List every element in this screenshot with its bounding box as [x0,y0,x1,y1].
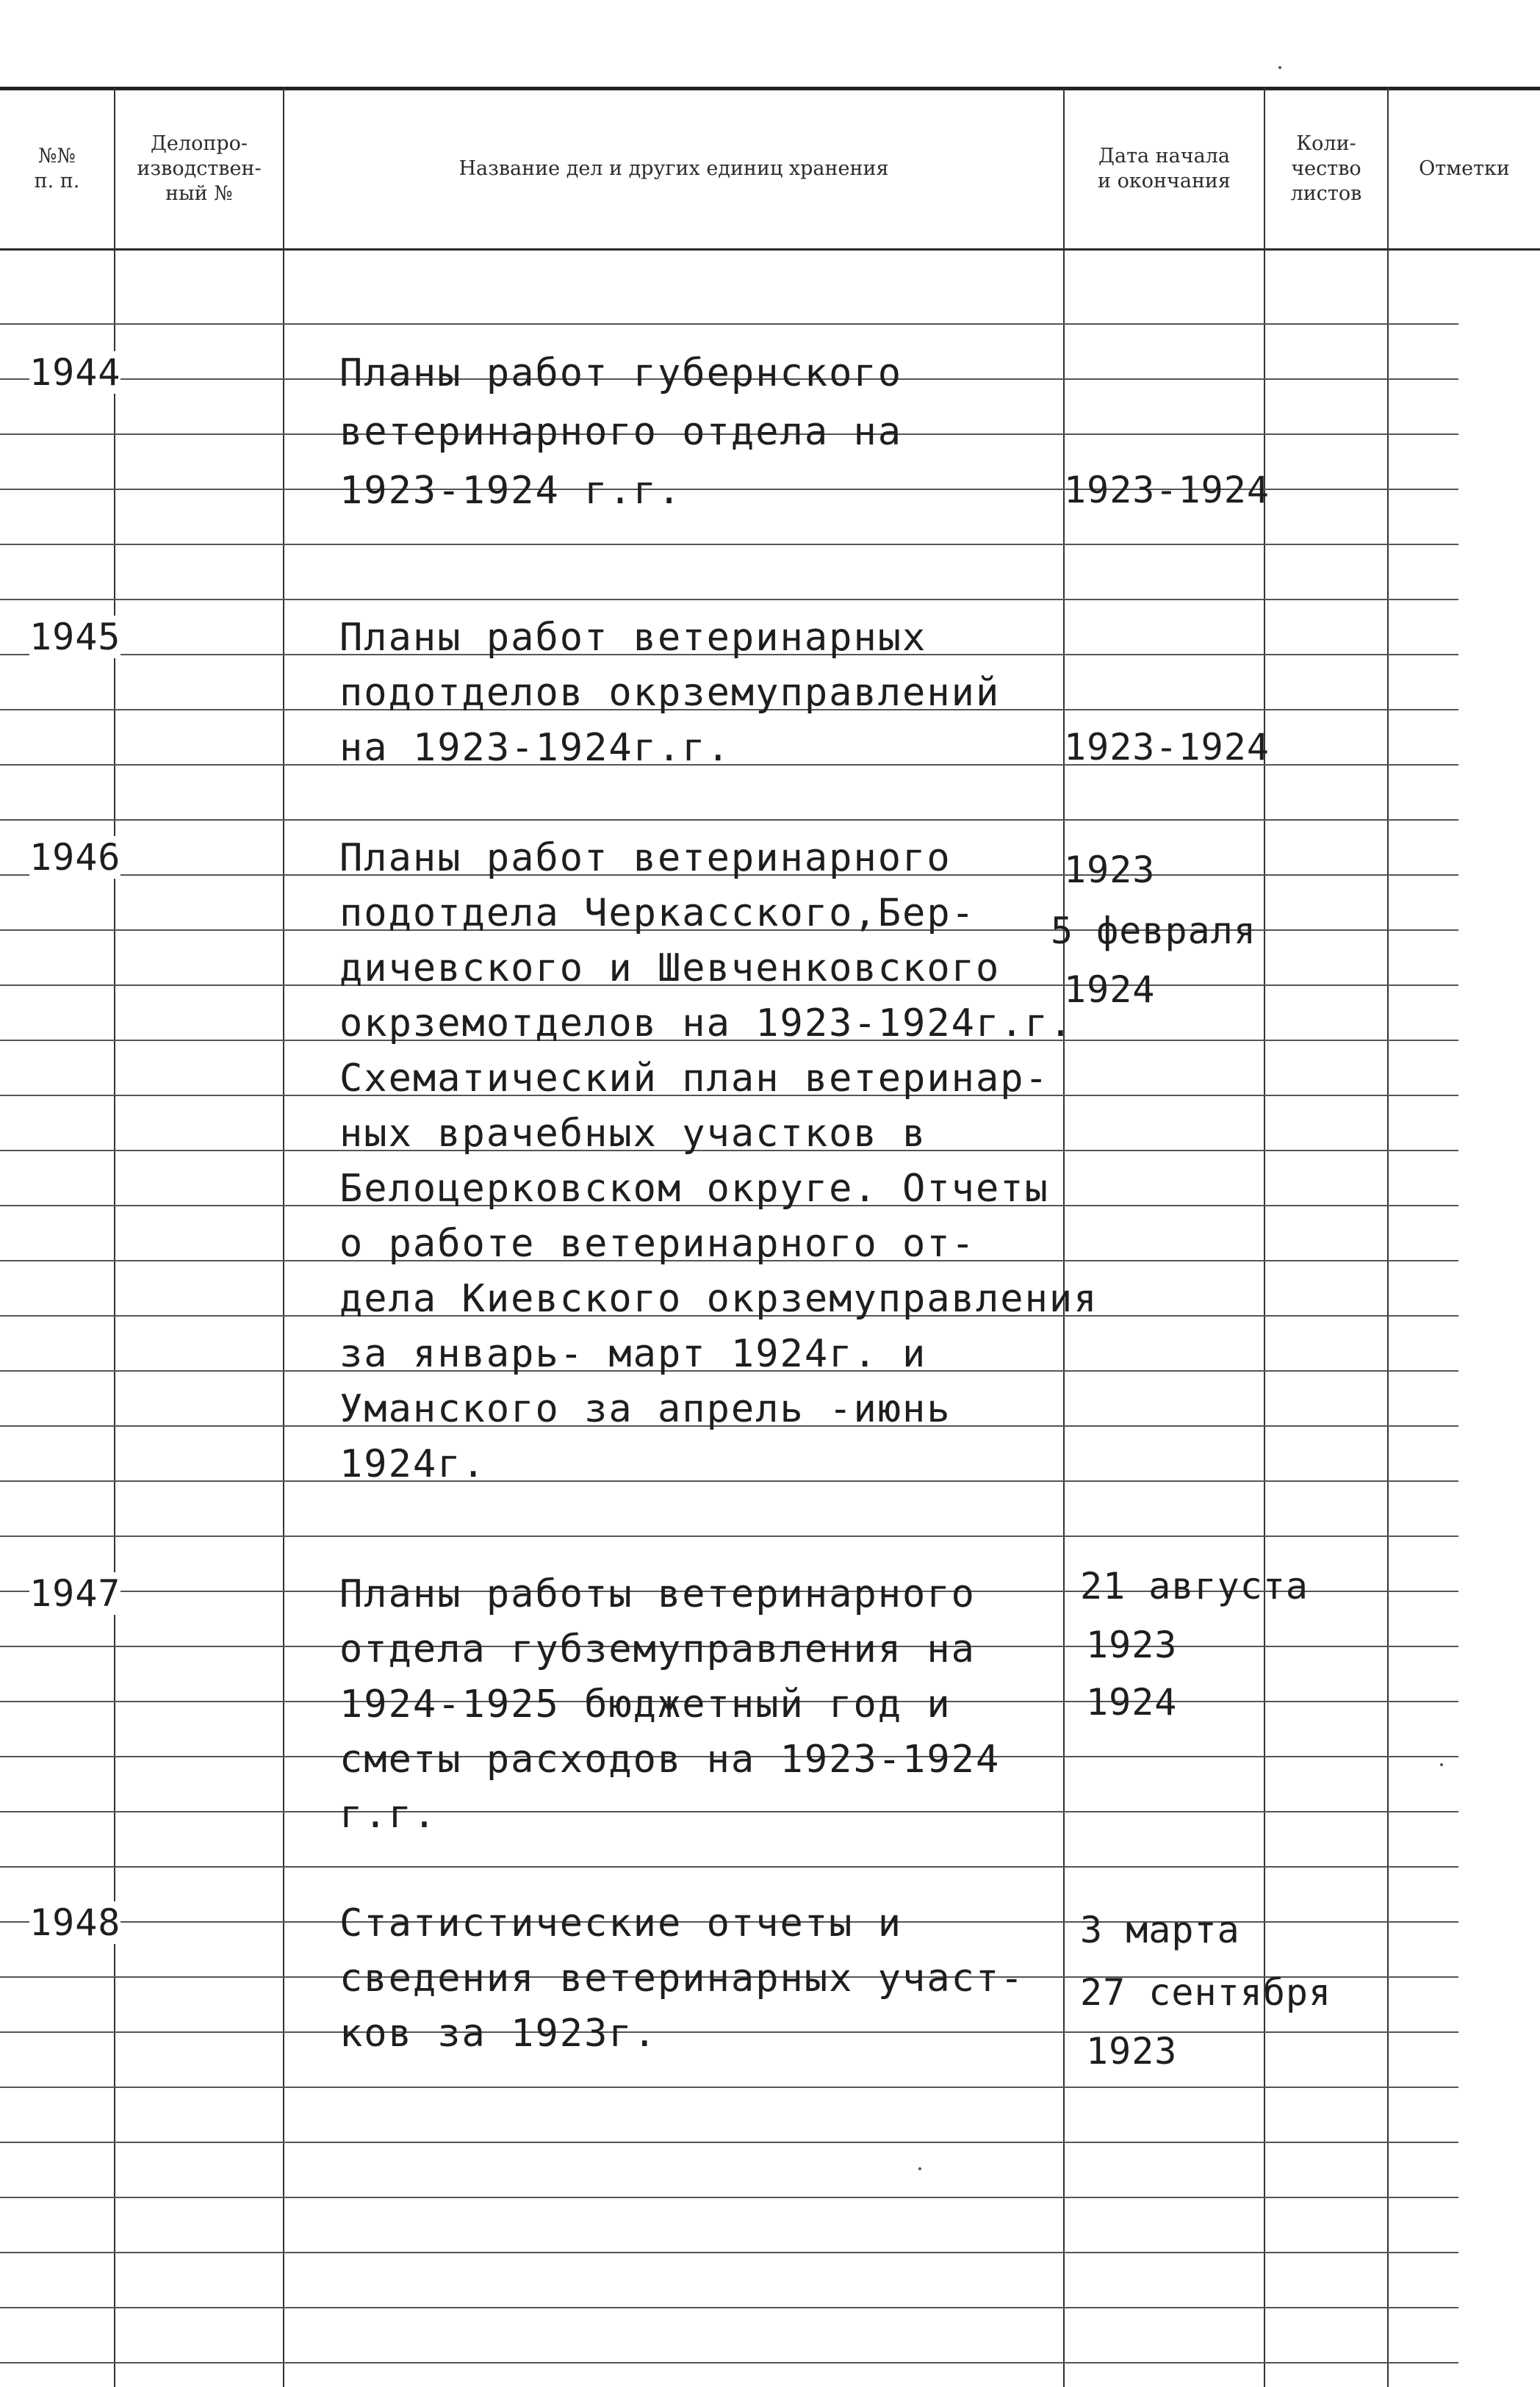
header-sheets: Коли- чество листов [1290,132,1362,205]
entry-title-line: отдела губземуправления на [339,1627,976,1671]
entry-title-line: на 1923-1924г.г. [339,726,731,770]
header-number: №№ п. п. [34,145,80,192]
ruled-line [0,819,1458,821]
entry-title-line: за январь- март 1924г. и [339,1332,927,1376]
header-notes: Отметки [1419,157,1510,180]
entry-date-line: 3 марта [1080,1909,1240,1951]
entry-title-line: сметы расходов на 1923-1924 [339,1738,1001,1782]
ruled-line [0,2031,1458,2033]
entry-date-line: 1923-1924 [1064,726,1270,768]
entry-date-line: 5 февраля [1051,910,1256,952]
scan-speck [918,2167,921,2170]
entry-title-line: 1924г. [339,1442,486,1486]
column-divider [283,87,284,2387]
ruled-line [0,1535,1458,1537]
ruled-line [0,544,1458,545]
entry-date-line: 21 августа [1080,1565,1309,1607]
ruled-line [0,599,1458,600]
entry-title-line: 1923-1924 г.г. [339,469,683,513]
entry-title-line: ных врачебных участков в [339,1112,927,1156]
entry-title-line: ветеринарного отдела на [339,410,903,454]
ruled-line [0,1866,1458,1868]
entry-title-line: окрземотделов на 1923-1924г.г. [339,1001,1074,1045]
entry-title-line: Планы работы ветеринарного [339,1572,976,1616]
entry-title-line: о работе ветеринарного от- [339,1222,976,1266]
entry-title-line: Схематический план ветеринар- [339,1056,1049,1101]
entry-title-line: сведения ветеринарных участ- [339,1956,1025,2001]
entry-number: 1945 [29,616,121,658]
entry-title-line: 1924-1925 бюджетный год и [339,1682,951,1727]
header-dates: Дата начала и окончания [1098,145,1231,192]
entry-number: 1944 [29,351,121,394]
ruled-line [0,2362,1458,2363]
header-bottom-border [0,248,1540,251]
ruled-line [0,1480,1458,1482]
entry-date-line: 1923 [1086,2030,1178,2073]
ruled-line [0,2252,1458,2253]
column-divider [114,87,115,2387]
ruled-line [0,2142,1458,2143]
scan-speck [1440,1763,1443,1766]
entry-number: 1947 [29,1572,121,1615]
scan-speck [1278,66,1281,69]
entry-title-line: ков за 1923г. [339,2012,658,2056]
column-divider [1063,87,1065,2387]
ruled-line [0,1811,1458,1812]
ruled-line [0,2307,1458,2308]
entry-date-line: 1923 [1086,1624,1178,1666]
entry-date-line: 1924 [1064,968,1156,1011]
entry-date-line: 1924 [1086,1681,1178,1724]
entry-title-line: подотдела Черкасского,Бер- [339,891,976,935]
entry-title-line: Статистические отчеты и [339,1901,903,1945]
entry-title-line: Планы работ ветеринарного [339,836,951,880]
entry-date-line: 1923-1924 [1064,469,1270,511]
entry-number: 1948 [29,1901,121,1944]
top-border [0,87,1540,90]
column-divider [1264,87,1265,2387]
entry-title-line: Уманского за апрель -июнь [339,1387,951,1431]
header-office-number: Делопро- изводствен- ный № [137,132,262,205]
ruled-line [0,2197,1458,2198]
ruled-line [0,2087,1458,2088]
entry-title-line: дичевского и Шевченковского [339,946,1001,990]
entry-title-line: Планы работ ветеринарных [339,616,927,660]
entry-title-line: дела Киевского окрземуправления [339,1277,1098,1321]
entry-title-line: подотделов окрземуправлений [339,671,1001,715]
entry-title-line: г.г. [339,1793,438,1837]
column-divider [1387,87,1389,2387]
entry-title-line: Белоцерковском округе. Отчеты [339,1167,1049,1211]
header-title: Название дел и других единиц хранения [458,157,889,180]
entry-date-line: 27 сентября [1080,1971,1332,2014]
entry-number: 1946 [29,836,121,879]
entry-title-line: Планы работ губернского [339,351,903,395]
entry-date-line: 1923 [1064,849,1156,891]
ruled-line [0,323,1458,325]
